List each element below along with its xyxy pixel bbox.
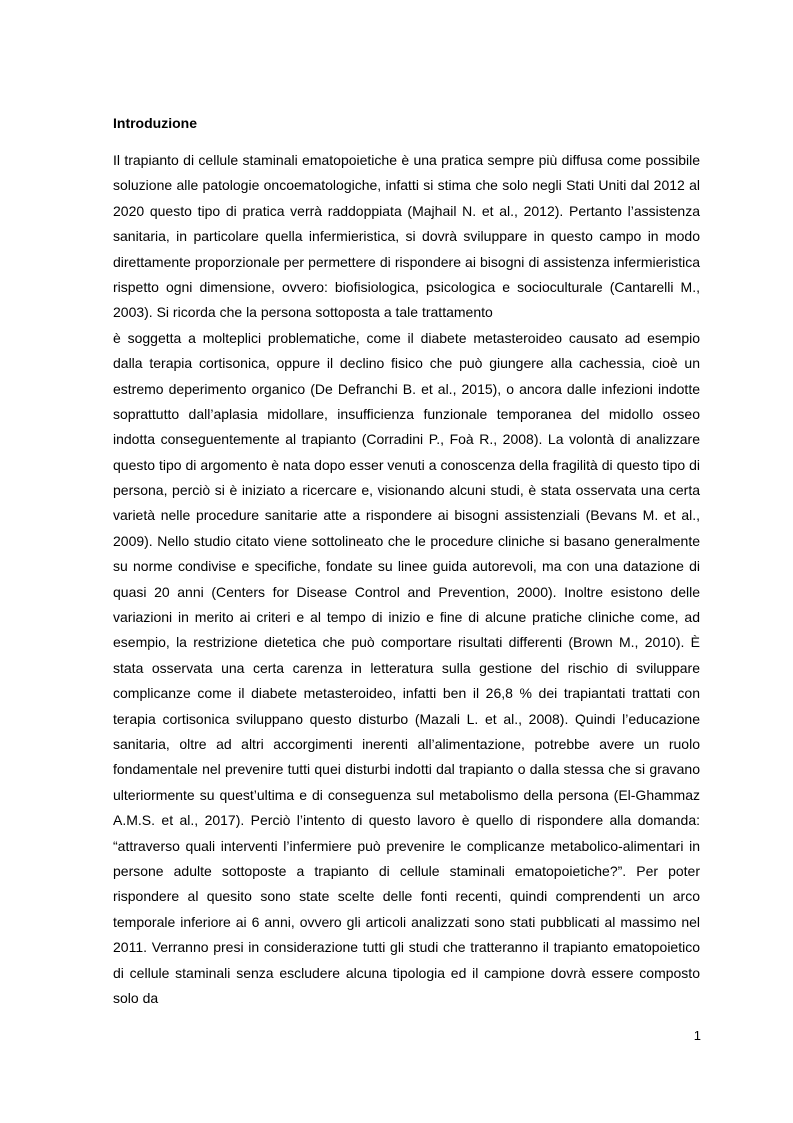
- text-line: persone adulte sottoposte a trapianto di cellule staminali ematopoietiche?”. Per poter: [113, 862, 700, 879]
- page-number: 1: [693, 1028, 701, 1043]
- text-line: indotta conseguentemente al trapianto (Corradini P., Foà R., 2008). La volontà di analizzare: [113, 431, 700, 448]
- text-line: 2009). Nello studio citato viene sottolineato che le procedure cliniche si basano generalmente: [113, 532, 700, 549]
- text-line: temporale inferiore ai 6 anni, ovvero gli articoli analizzati sono stati pubblicati al massimo nel: [113, 913, 700, 930]
- text-line: direttamente proporzionale per permettere di rispondere ai bisogni di assistenza infermieristica: [113, 253, 700, 270]
- text-line: “attraverso quali interventi l’infermiere può prevenire le complicanze metabolico-alimentari in: [113, 837, 700, 854]
- text-line: rispetto ogni dimensione, ovvero: biofisiologica, psicologica e socioculturale (Cantarelli M.,: [113, 278, 700, 295]
- text-line: soprattutto dall’aplasia midollare, insufficienza funzionale temporanea del midollo osseo: [113, 405, 700, 422]
- text-line: solo da: [113, 989, 159, 1006]
- body-paragraph: [113, 148, 700, 1011]
- text-line: variazioni in merito ai criteri e al tempo di inizio e fine di alcune pratiche cliniche come, ad: [113, 609, 700, 626]
- text-line: quasi 20 anni (Centers for Disease Control and Prevention, 2000). Inoltre esistono delle: [113, 583, 700, 600]
- text-line: stata osservata una certa carenza in letteratura sulla gestione del rischio di sviluppare: [113, 659, 700, 676]
- text-line: su norme condivise e specifiche, fondate su linee guida autorevoli, ma con una datazione di: [113, 558, 700, 575]
- text-line: complicanze come il diabete metasteroideo, infatti ben il 26,8 % dei trapiantati trattati con: [113, 685, 700, 702]
- text-line: questo tipo di argomento è nata dopo esser venuti a conoscenza della fragilità di questo tipo di: [113, 456, 700, 473]
- text-line: è soggetta a molteplici problematiche, come il diabete metasteroideo causato ad esempio: [113, 329, 700, 346]
- text-line: terapia cortisonica sviluppano questo disturbo (Mazali L. et al., 2008). Quindi l’educazione: [113, 710, 700, 727]
- text-line: ulteriormente su quest’ultima e di conseguenza sul metabolismo della persona (El-Ghammaz: [113, 786, 700, 803]
- text-line: soluzione alle patologie oncoematologiche, infatti si stima che solo negli Stati Uniti dal 2012 al: [113, 177, 700, 194]
- text-line: 2003). Si ricorda che la persona sottoposta a tale trattamento: [113, 304, 493, 321]
- text-line: Il trapianto di cellule staminali ematopoietiche è una pratica sempre più diffusa come possibile: [113, 152, 700, 168]
- text-line: fondamentale nel prevenire tutti quei disturbi indotti dal trapianto o dalla stessa che si gravano: [113, 761, 700, 778]
- text-line: 2011. Verranno presi in considerazione tutti gli studi che tratteranno il trapianto ematopoietico: [113, 939, 700, 956]
- text-line: varietà nelle procedure sanitarie atte a rispondere ai bisogni assistenziali (Bevans M. et al.,: [113, 507, 700, 524]
- text-line: rispondere al quesito sono state scelte delle fonti recenti, quindi comprendenti un arco: [113, 888, 700, 905]
- text-line: persona, perciò si è iniziato a ricercare e, visionando alcuni studi, è stata osservata una certa: [113, 482, 700, 499]
- text-line: di cellule staminali senza escludere alcuna tipologia ed il campione dovrà essere composto: [113, 964, 700, 981]
- text-line: A.M.S. et al., 2017). Perciò l’intento di questo lavoro è quello di rispondere alla domanda:: [113, 812, 700, 829]
- text-line: esempio, la restrizione dietetica che può comportare risultati differenti (Brown M., 2010). È: [113, 634, 700, 651]
- text-line: estremo deperimento organico (De Defranchi B. et al., 2015), o ancora dalle infezioni indotte: [113, 380, 700, 397]
- text-line: 2020 questo tipo di pratica verrà raddoppiata (Majhail N. et al., 2012). Pertanto l’assistenza: [113, 202, 700, 219]
- text-line: sanitaria, oltre ad altri accorgimenti inerenti all’alimentazione, potrebbe avere un ruolo: [113, 735, 700, 752]
- text-line: dalla terapia cortisonica, oppure il declino fisico che può giungere alla cachessia, cioè un: [113, 355, 700, 372]
- section-heading: Introduzione: [113, 115, 197, 131]
- text-line: sanitaria, in particolare quella infermieristica, si dovrà sviluppare in questo campo in modo: [113, 228, 700, 245]
